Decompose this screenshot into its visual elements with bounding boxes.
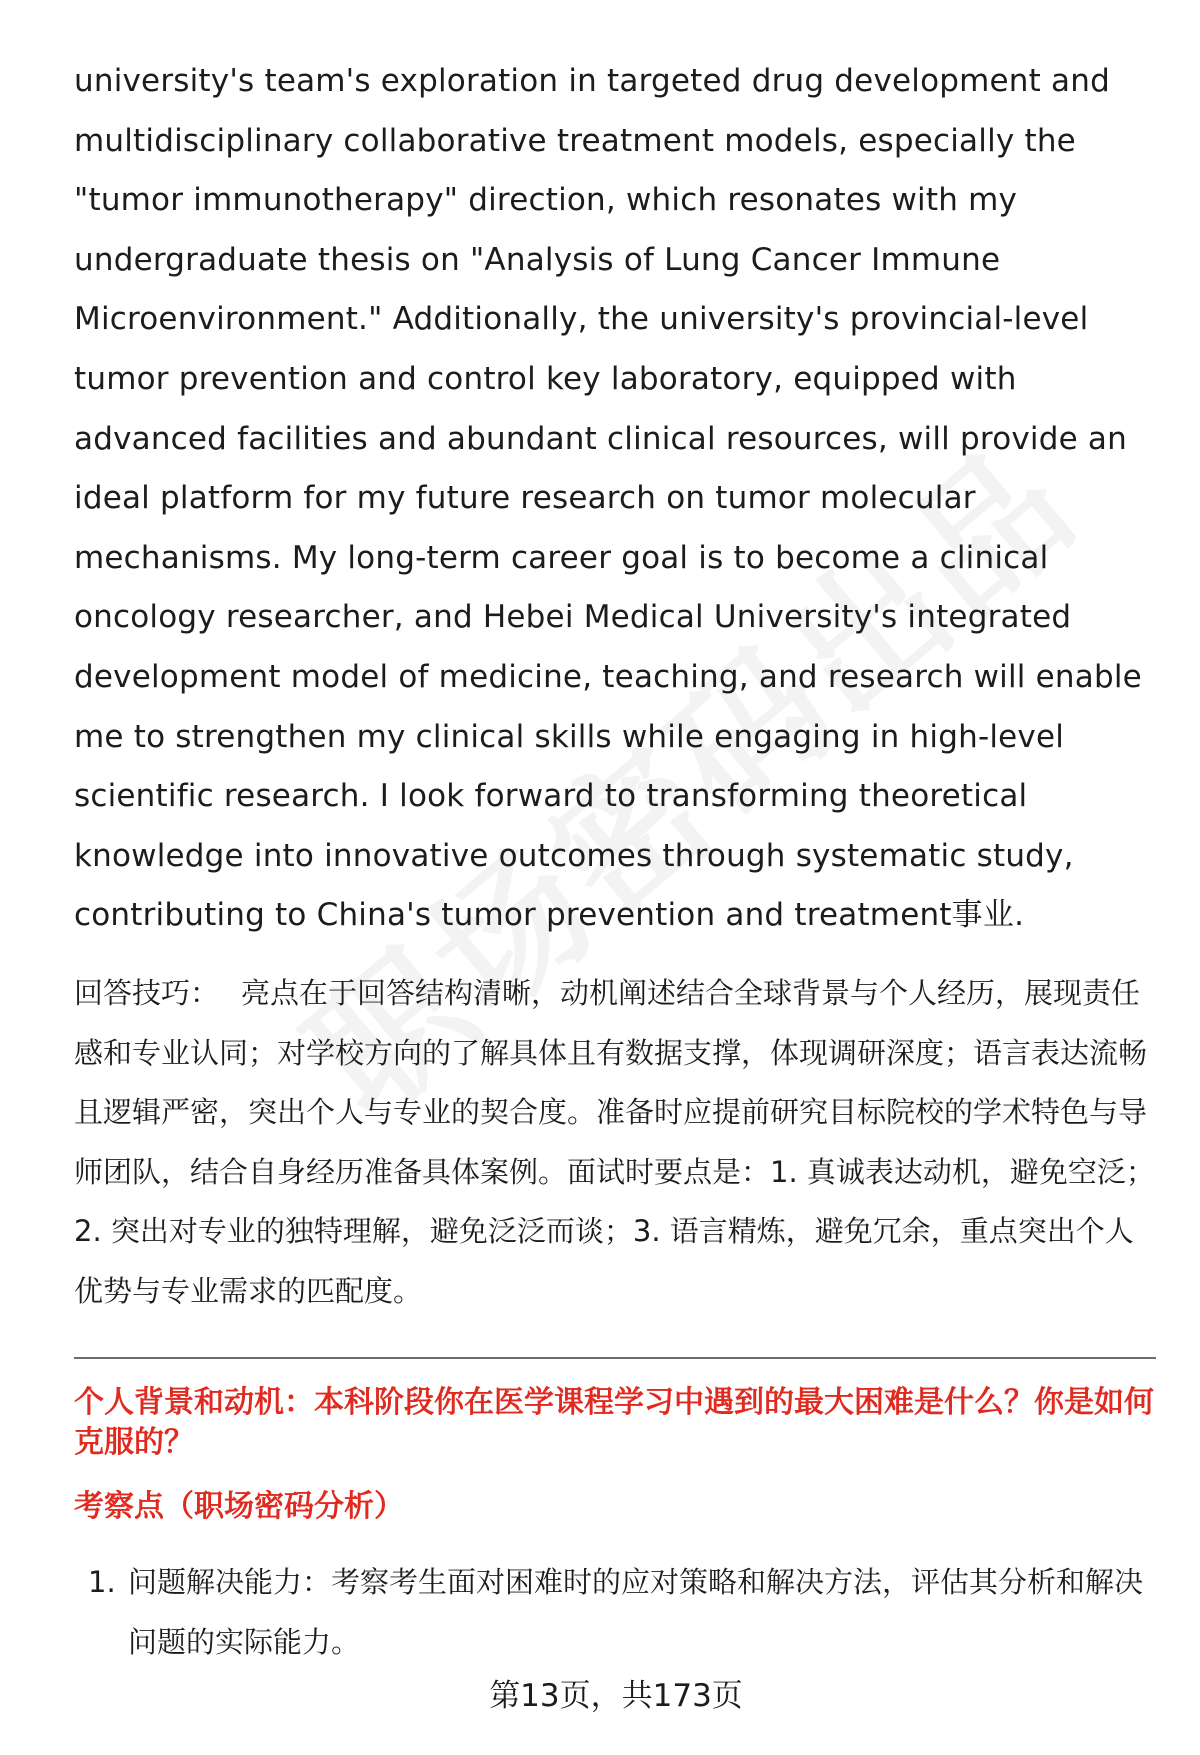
assessment-list bbox=[74, 1553, 1156, 1672]
tips-label: 回答技巧： bbox=[74, 975, 220, 1010]
page-content bbox=[74, 52, 1156, 1673]
list-item-number: 1. bbox=[88, 1565, 116, 1600]
page-number-footer: 第13页，共173页 bbox=[489, 1678, 743, 1714]
interview-question: 个人背景和动机：本科阶段你在医学课程学习中遇到的最大困难是什么？你是如何克服的？ bbox=[74, 1385, 1154, 1461]
answer-continuation-paragraph: university's team's exploration in targeted drug development and multidisciplinary collaborative treatment models, especially the "tumor immunotherapy" direction, which resonates with my undergraduate thesis on "Analysis of Lung Cancer Immune Microenvironment." Additionally, the university's provincial-level tumor prevention and control key laboratory, equipped with advanced facilities and abundant clinical resources, will provide an ideal platform for my future research on tumor molecular mechanisms. My long-term career goal is to become a clinical oncology researcher, and Hebei Medical University's integrated development model of medicine, teaching, and research will enable me to strengthen my clinical skills while engaging in high-level scientific research. I look forward to transforming theoretical knowledge into innovative outcomes through systematic study, contributing to China's tumor prevention and treatment事业. bbox=[74, 63, 1142, 934]
section-divider bbox=[74, 1357, 1156, 1359]
answer-tips-paragraph bbox=[74, 964, 1156, 1322]
list-item-text: 问题解决能力：考察考生面对困难时的应对策略和解决方法，评估其分析和解决问题的实际能力。 bbox=[128, 1565, 1144, 1660]
assessment-heading: 考察点（职场密码分析） bbox=[74, 1489, 404, 1525]
list-item bbox=[74, 1553, 1156, 1672]
tips-text: 亮点在于回答结构清晰，动机阐述结合全球背景与个人经历，展现责任感和专业认同；对学校方向的了解具体且有数据支撑，体现调研深度；语言表达流畅且逻辑严密，突出个人与专业的契合度。准备时应提前研究目标院校的学术特色与导师团队，结合自身经历准备具体案例。面试时要点是：1. 真诚表达动机，避免空泛；2. 突出对专业的独特理解，避免泛泛而谈；3. 语言精炼，避免冗余，重点突出个人优势与专业需求的匹配度。 bbox=[74, 975, 1155, 1308]
